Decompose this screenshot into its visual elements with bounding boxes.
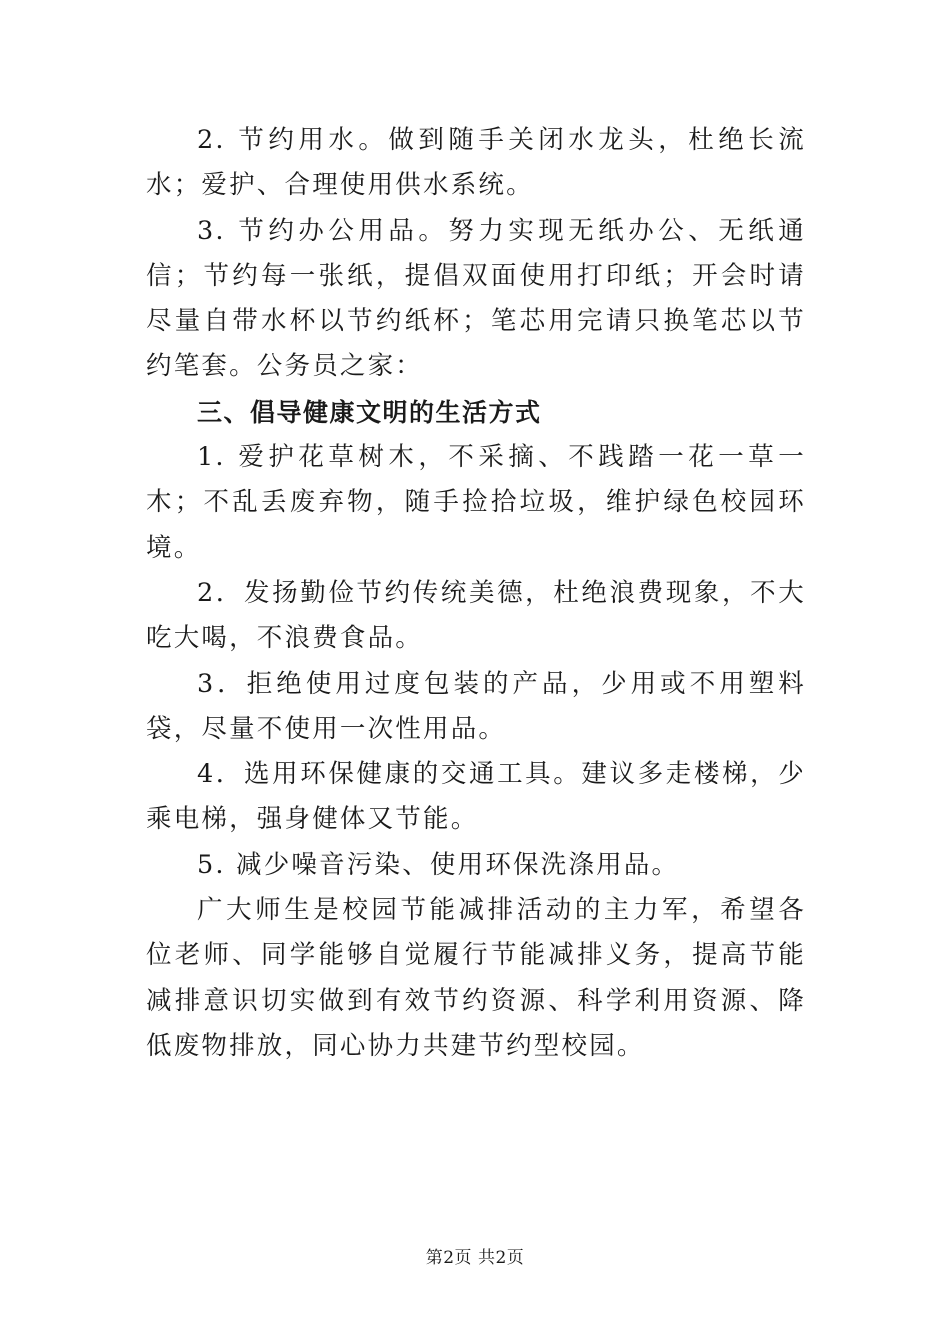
paragraph-refuse-packaging: 3．拒绝使用过度包装的产品，少用或不用塑料袋，尽量不使用一次性用品。 [146,668,806,744]
paragraph-thrift: 2．发扬勤俭节约传统美德，杜绝浪费现象，不大吃大喝，不浪费食品。 [146,577,806,654]
paragraph-reduce-noise: 5. 减少噪音污染、使用环保洗涤用品。 [197,849,680,880]
paragraph-save-office-supplies: 3. 节约办公用品。努力实现无纸办公、无纸通信；节约每一张纸，提倡双面使用打印纸；开会时请尽量自带水杯以节约纸杯；笔芯用完请只换笔芯以节约笔套。公务员之家： [146,215,806,382]
paragraph-green-transport: 4．选用环保健康的交通工具。建议多走楼梯，少乘电梯，强身健体又节能。 [146,759,806,835]
section-heading-healthy-lifestyle: 三、倡导健康文明的生活方式 [197,397,542,427]
paragraph-save-water: 2. 节约用水。做到随手关闭水龙头，杜绝长流水；爱护、合理使用供水系统。 [146,125,806,201]
paragraph-protect-plants: 1. 爱护花草树木，不采摘、不践踏一花一草一木；不乱丢废弃物，随手捡拾垃圾，维护绿色校园环境。 [146,442,806,563]
paragraph-closing: 广大师生是校园节能减排活动的主力军，希望各位老师、同学能够自觉履行节能减排义务，提高节能减排意识切实做到有效节约资源、科学利用资源、降低废物排放，同心协力共建节约型校园。 [146,895,806,1061]
page-number-footer: 第2页 共2页 [425,1248,525,1268]
document-body [146,118,806,1069]
